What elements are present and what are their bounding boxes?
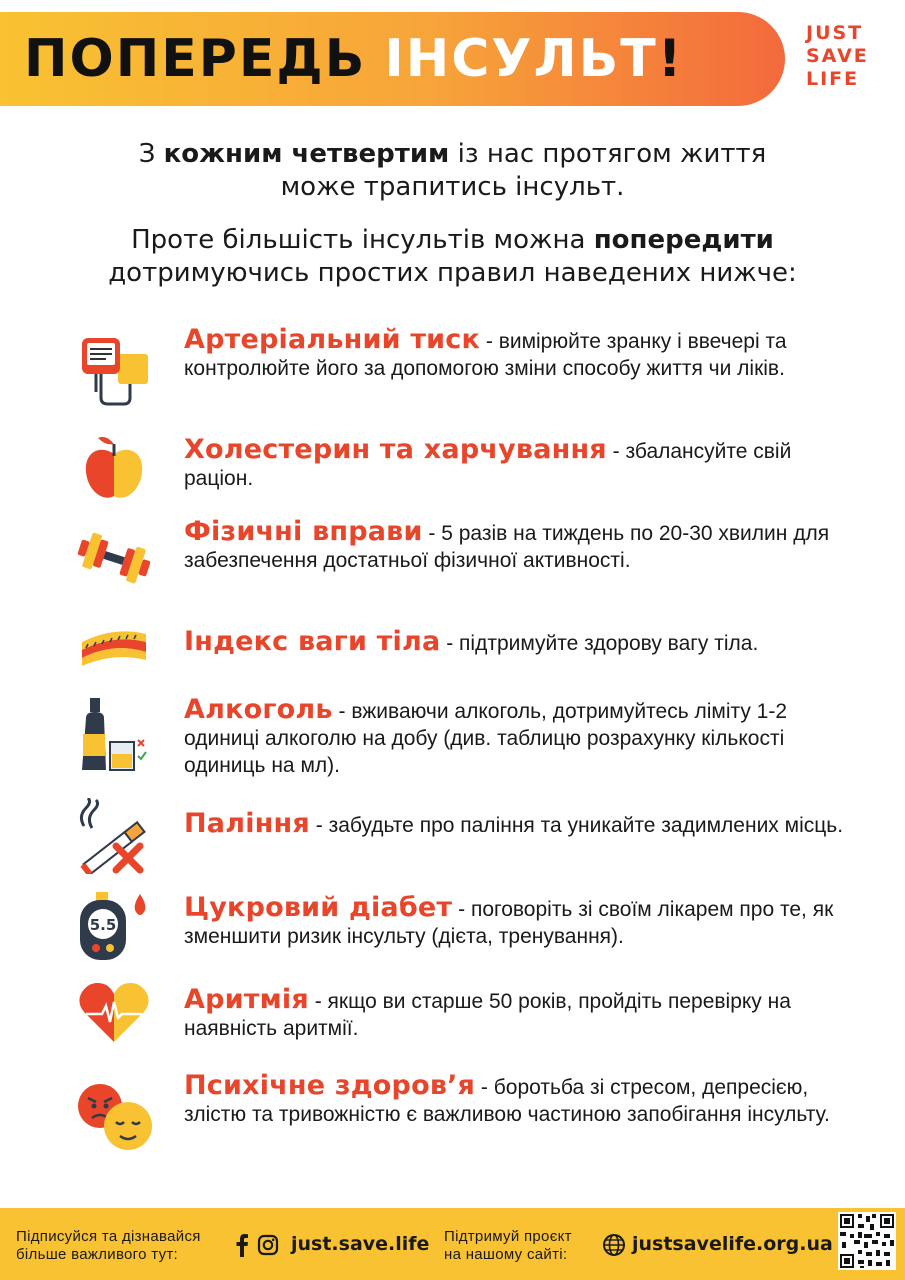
subscribe-line-1: Підписуйся та дізнавайся xyxy=(16,1228,201,1245)
emotions-icon xyxy=(76,1080,152,1156)
title-part-2: ІНСУЛЬТ xyxy=(384,29,658,89)
item-description: - якщо ви старше 50 років, пройдіть перевірку на наявність аритмії. xyxy=(184,990,791,1040)
item-title: Артеріальний тиск xyxy=(184,324,481,355)
globe-icon xyxy=(602,1233,626,1257)
item-title: Індекс ваги тіла xyxy=(184,626,441,657)
apple-icon xyxy=(76,430,152,506)
intro-prevention xyxy=(20,224,885,290)
logo-line-2: SAVE xyxy=(806,45,869,67)
title-part-1: ПОПЕРЕДЬ xyxy=(24,29,367,89)
measuring-tape-icon xyxy=(76,612,152,688)
item-description: - поговоріть зі своїм лікарем про те, як зменшити ризик інсульту (дієта, тренування). xyxy=(184,898,834,948)
item-description: - підтримуйте здорову вагу тіла. xyxy=(440,632,759,655)
glucometer-reading: 5.5 xyxy=(89,916,117,934)
item-description: - забудьте про паління та уникайте задимлених місць. xyxy=(309,814,844,837)
logo-line-1: JUST xyxy=(806,22,864,44)
item-title: Алкоголь xyxy=(184,694,333,725)
support-line-1: Підтримуй проєкт xyxy=(444,1228,572,1245)
social-handle-link[interactable]: just.save.life xyxy=(291,1233,430,1255)
item-title: Паління xyxy=(184,808,310,839)
blood-pressure-icon xyxy=(76,332,152,408)
intro-line1-pre: З xyxy=(138,139,164,169)
website-link[interactable]: justsavelife.org.ua xyxy=(632,1233,833,1255)
intro-line2: може трапитись інсульт. xyxy=(280,172,625,202)
item-title: Аритмія xyxy=(184,984,309,1015)
item-description: - вживаючи алкоголь, дотримуйтесь ліміту 1-2 одиниці алкоголю на добу (див. таблицю розрахунку кількості одиниць на мл). xyxy=(184,700,788,777)
heart-pulse-icon xyxy=(76,972,152,1048)
item-title: Холестерин та харчування xyxy=(184,434,607,465)
facebook-icon[interactable] xyxy=(234,1233,250,1257)
no-smoking-icon xyxy=(76,798,152,874)
support-caption xyxy=(444,1228,572,1264)
item-description: - вимірюйте зранку і ввечері та контролюйте його за допомогою зміни способу життя чи ліків. xyxy=(184,330,787,380)
item-description: - боротьба зі стресом, депресією, злістю та тривожністю є важливою частиною запобігання інсульту. xyxy=(184,1076,830,1126)
subscribe-line-2: більше важливого тут: xyxy=(16,1246,179,1263)
item-title: Психічне здоров’я xyxy=(184,1070,476,1101)
item-description: - збалансуйте свій раціон. xyxy=(184,440,792,490)
page-title xyxy=(24,22,684,96)
title-part-3: ! xyxy=(657,29,684,89)
support-line-2: на нашому сайті: xyxy=(444,1246,568,1263)
logo-line-3: LIFE xyxy=(806,68,860,90)
intro-line4: дотримуючись простих правил наведених нижче: xyxy=(108,258,797,288)
intro-line3-bold: попередити xyxy=(593,225,774,255)
alcohol-bottle-icon xyxy=(76,696,152,772)
intro-line1-post: із нас протягом життя xyxy=(449,139,767,169)
instagram-icon[interactable] xyxy=(257,1234,279,1256)
glucometer-icon xyxy=(76,888,152,964)
item-description: - 5 разів на тиждень по 20-30 хвилин для забезпечення достатньої фізичної активності. xyxy=(184,522,830,572)
just-save-life-logo xyxy=(806,22,886,91)
intro-line3-pre: Проте більшість інсультів можна xyxy=(131,225,594,255)
intro-statement xyxy=(20,138,885,204)
item-title: Цукровий діабет xyxy=(184,892,453,923)
intro-line1-bold: кожним четвертим xyxy=(163,139,450,169)
subscribe-caption xyxy=(16,1228,201,1264)
item-title: Фізичні вправи xyxy=(184,516,423,547)
dumbbell-icon xyxy=(76,520,152,596)
qr-code-icon[interactable] xyxy=(838,1212,896,1270)
